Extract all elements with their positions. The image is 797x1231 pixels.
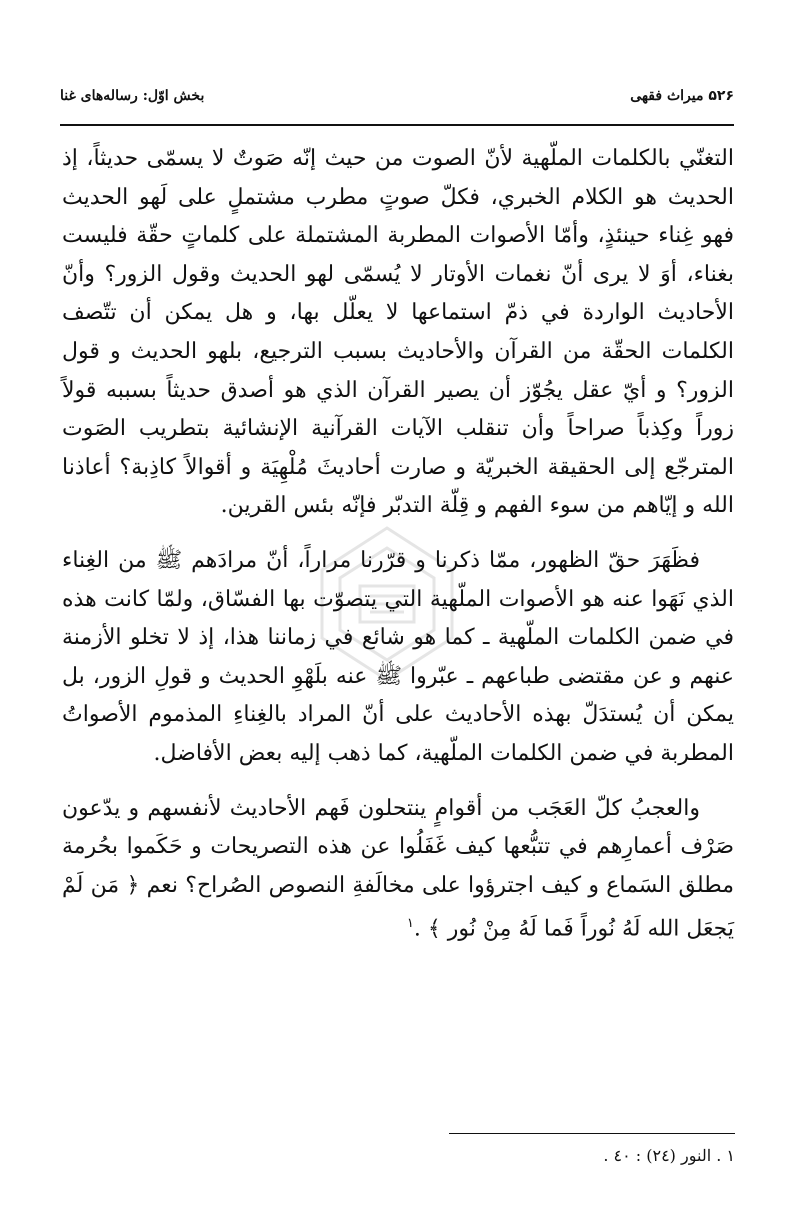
paragraph-3 (62, 790, 734, 950)
footnote-rule (449, 1133, 735, 1134)
book-title: میراث فقهی (630, 88, 704, 104)
page-header (60, 88, 734, 112)
section-title: بخش اوّل: رساله‌های غنا (60, 88, 205, 104)
body-text (62, 140, 734, 965)
header-rule (60, 124, 734, 126)
footnote-marker: ١ (406, 916, 414, 932)
header-right (630, 88, 734, 104)
page-number: ۵۲۶ (708, 88, 734, 104)
footnote: ١ . النور (٢٤) : ٤٠ . (603, 1146, 735, 1165)
paragraph-2: فظَهَرَ حقّ الظهور، ممّا ذكرنا و قرّرنا مراراً، أنّ مرادَهم ﷺ من الغِناء الذي نَهَوا عنه هو الأصوات الملّهية التي يتصوّت بها الفسّاق، ولمّا كانت هذه في ضمن الكلمات الملّهية ـ كما هو شائع في زماننا هذا، إذ لا تخلو الأزمنة عنهم و عن مقتضى طباعهم ـ عبّروا ﷺ عنه بلَهْوِ الحديث و قولِ الزور، بل يمكن أن يُستدَلّ بهذه الأحاديث على أنّ المراد بالغِناءِ المذموم الأصواتُ المطربة في ضمن الكلمات الملّهية، كما ذهب إليه بعض الأفاضل. (62, 547, 734, 766)
paragraph-3-text: والعجبُ كلّ العَجَب من أقوامٍ ينتحلون فَهم الأحاديث لأنفسهم و يدّعون صَرْف أعمارِهم في تتبُّعها كيف غَفَلُوا عن هذه التصريحات و حَكَموا بحُرمة مطلق السَماع و كيف اجترؤوا على مخالَفةِ النصوص الصُراح؟ نعم ﴿ مَن لَمْ يَجعَل الله لَهُ نُوراً فَما لَهُ مِنْ نُور ﴾ . (62, 795, 734, 942)
paragraph-1: التغنّي بالكلمات الملّهية لأنّ الصوت من حيث إنّه صَوتٌ لا يسمّى حديثاً، إذ الحديث هو الكلام الخبري، فكلّ صوتٍ مطرب مشتملٍ على لَهو الحديث فهو غِناء حينئذٍ، وأمّا الأصوات المطربة المشتملة على كلماتٍ حقّة فليست بغناء، أوَ لا يرى أنّ نغمات الأوتار لا يُسمّى لهو الحديث وقول الزور؟ وأنّ الأحاديث الواردة في ذمّ استماعها لا يعلّل بها، و هل يمكن أن تتّصف الكلمات الحقّة من القرآن والأحاديث بسبب الترجيع، بلهو الحديث و قول الزور؟ و أيّ عقل يجُوّز أن يصير القرآن الذي هو أصدق حديثاً بسببه قولاً زوراً وكِذباً صراحاً وأن تنقلب الآيات القرآنية الإنشائية بتطريب الصَوت المترجّع إلى الحقيقة الخبريّة و صارت أحاديثَ مُلْهِيَة و أقوالاً كاذِبة؟ أعاذنا الله و إيّاهم من سوء الفهم و قِلّة التدبّر فإنّه بئس القرين. (62, 146, 734, 519)
